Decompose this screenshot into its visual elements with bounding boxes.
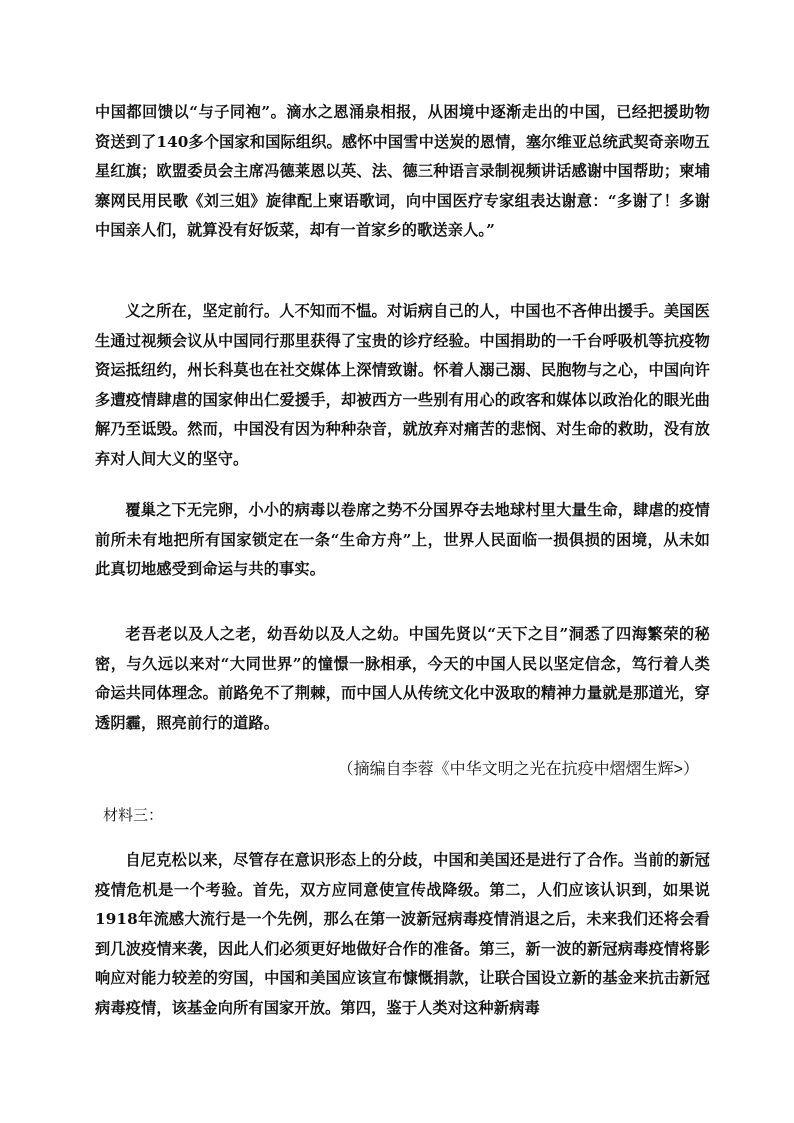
- paragraph-2: 义之所在，坚定前行。人不知而不愠。对诟病自己的人，中国也不吝伸出援手。美国医生通过视频会议从中国同行那里获得了宝贵的诊疗经验。中国捐助的一千台呼吸机等抗疫物资运抵纽约，州长科莫也在社交媒体上深情致谢。怀着人溺己溺、民胞物与之心，中国向许多遭疫情肆虐的国家伸出仁爱援手，却被西方一些别有用心的政客和媒体以政治化的眼光曲解乃至诋毁。然而，中国没有因为种种杂音，就放弃对痛苦的悲悯、对生命的救助，没有放弃对人间大义的坚守。: [95, 302, 710, 468]
- section-paragraph: 自尼克松以来，尽管存在意识形态上的分歧，中国和美国还是进行了合作。当前的新冠疫情危机是一个考验。首先，双方应同意使宣传战降级。第二，人们应该认识到，如果说1918年流感大流行是一个先例，那么在第一波新冠病毒疫情消退之后，未来我们还将会看到几波疫情来袭，因此人们必须更好地做好合作的准备。第三，新一波的新冠病毒疫情将影响应对能力较差的穷国，中国和美国应该宣布慷慨捐款，让联合国设立新的基金来抗击新冠病毒疫情，该基金向所有国家开放。第四，鉴于人类对这种新病毒: [95, 851, 710, 1017]
- paragraph-3: 覆巢之下无完卵，小小的病毒以卷席之势不分国界夺去地球村里大量生命，肆虐的疫情前所未有地把所有国家锁定在一条“生命方舟”上，世界人民面临一损俱损的困境，从未如此真切地感受到命运与共的事实。: [95, 501, 710, 579]
- paragraph-4: 老吾老以及人之老，幼吾幼以及人之幼。中国先贤以“天下之目”洞悉了四海繁荣的秘密，与久远以来对“大同世界”的憧憬一脉相承，今天的中国人民以坚定信念，笃行着人类命运共同体理念。前路免不了荆棘，而中国人从传统文化中汲取的精神力量就是那道光，穿透阴霾，照亮前行的道路。: [95, 625, 710, 732]
- paragraph-1: 中国都回馈以“与子同袍”。滴水之恩涌泉相报，从困境中逐渐走出的中国，已经把援助物资送到了140多个国家和国际组织。感怀中国雪中送炭的恩情，塞尔维亚总统武契奇亲吻五星红旗；欧盟委员会主席冯德莱恩以英、法、德三种语言录制视频讲话感谢中国帮助；柬埔寨网民用民歌《刘三姐》旋律配上柬语歌词，向中国医疗专家组表达谢意：“多谢了！多谢中国亲人们，就算没有好饭菜，却有一首家乡的歌送亲人。”: [95, 103, 710, 240]
- section-heading: 材料三：: [103, 807, 164, 824]
- source-citation: （摘编自李蓉《中华文明之光在抗疫中熠熠生辉>）: [337, 761, 699, 778]
